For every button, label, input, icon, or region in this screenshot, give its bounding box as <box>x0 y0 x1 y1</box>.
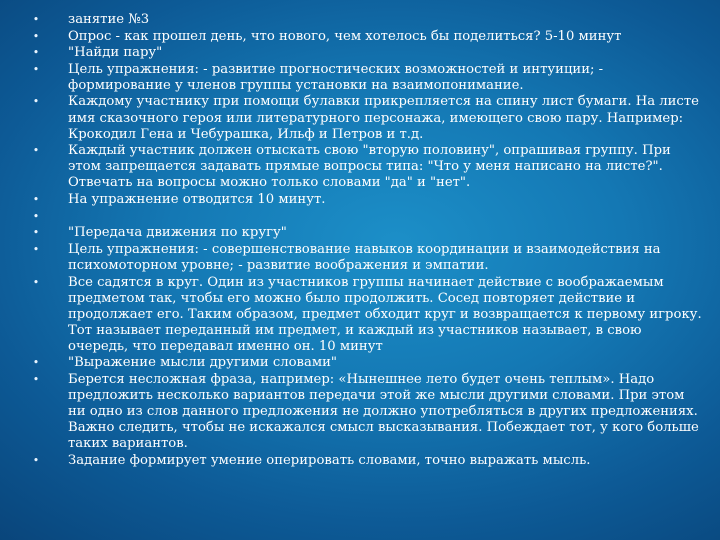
bullet-icon: • <box>32 46 40 60</box>
item-text: занятие №3 <box>68 12 150 27</box>
bullet-icon: • <box>32 454 40 468</box>
list-item <box>22 45 702 61</box>
item-text: На упражнение отводится 10 минут. <box>68 192 326 208</box>
bullet-icon: • <box>32 275 40 289</box>
bullet-icon: • <box>32 29 40 43</box>
list-item <box>22 453 702 469</box>
bullet-list <box>22 12 702 470</box>
item-text: Берется несложная фраза, например: «Нынешнее лето будет очень теплым». Надо предложить несколько вариантов передачи этой же мысли другими словами. При этом ни одно из слов данного предложения не должно употребляться в других предложениях. Важно следить, чтобы не искажался смысл высказывания. Побеждает тот, у кого больше таких вариантов. <box>68 372 699 452</box>
bullet-icon: • <box>32 226 40 240</box>
bullet-icon: • <box>32 62 40 76</box>
list-item <box>22 29 702 45</box>
list-item <box>22 242 702 274</box>
list-item <box>22 355 702 371</box>
list-item <box>22 225 702 241</box>
list-item <box>22 143 702 191</box>
item-text: Каждому участнику при помощи булавки прикрепляется на спину лист бумаги. На листе имя сказочного героя или литературного персонажа, имеющего свою пару. Например: Крокодил Гена и Чебурашка, Ильф и Петров и т.д. <box>68 94 699 142</box>
item-text: "Найди пару" <box>68 45 163 61</box>
bullet-icon: • <box>32 209 40 223</box>
item-text: Цель упражнения: - развитие прогностических возможностей и интуиции; - формирование у членов группы установки на взаимопонимание. <box>68 61 604 93</box>
bullet-icon: • <box>32 144 40 158</box>
bullet-icon: • <box>32 356 40 370</box>
item-text: "Передача движения по кругу" <box>68 225 287 241</box>
item-text: Задание формирует умение оперировать словами, точно выражать мысль. <box>68 453 591 469</box>
list-item <box>22 12 702 28</box>
item-text: Каждый участник должен отыскать свою "вторую половину", опрашивая группу. При этом запрещается задавать прямые вопросы типа: "Что у меня написано на листе?". Отвечать на вопросы можно только словами "да" и "нет". <box>68 143 671 191</box>
item-text: Опрос - как прошел день, что нового, чем хотелось бы поделиться? 5-10 минут <box>68 28 622 44</box>
bullet-icon: • <box>32 13 40 26</box>
list-item <box>22 275 702 355</box>
list-item <box>22 94 702 142</box>
item-text: "Выражение мысли другими словами" <box>68 355 337 371</box>
list-item <box>22 62 702 94</box>
item-text: Все садятся в круг. Один из участников группы начинает действие с воображаемым предметом так, чтобы его можно было продолжить. Сосед повторяет действие и продолжает его. Таким образом, предмет обходит круг и возвращается к первому игроку. Тот называет переданный им предмет, и каждый из участников называет, в свою очередь, что передавал именно он. 10 минут <box>68 274 702 354</box>
list-item-empty <box>22 209 702 225</box>
bullet-icon: • <box>32 193 40 207</box>
bullet-icon: • <box>32 373 40 387</box>
list-item <box>22 192 702 208</box>
bullet-icon: • <box>32 95 40 109</box>
list-item <box>22 372 702 452</box>
bullet-icon: • <box>32 242 40 256</box>
item-text: Цель упражнения: - совершенствование навыков координации и взаимодействия на психомоторном уровне; - развитие воображения и эмпатии. <box>68 241 661 273</box>
